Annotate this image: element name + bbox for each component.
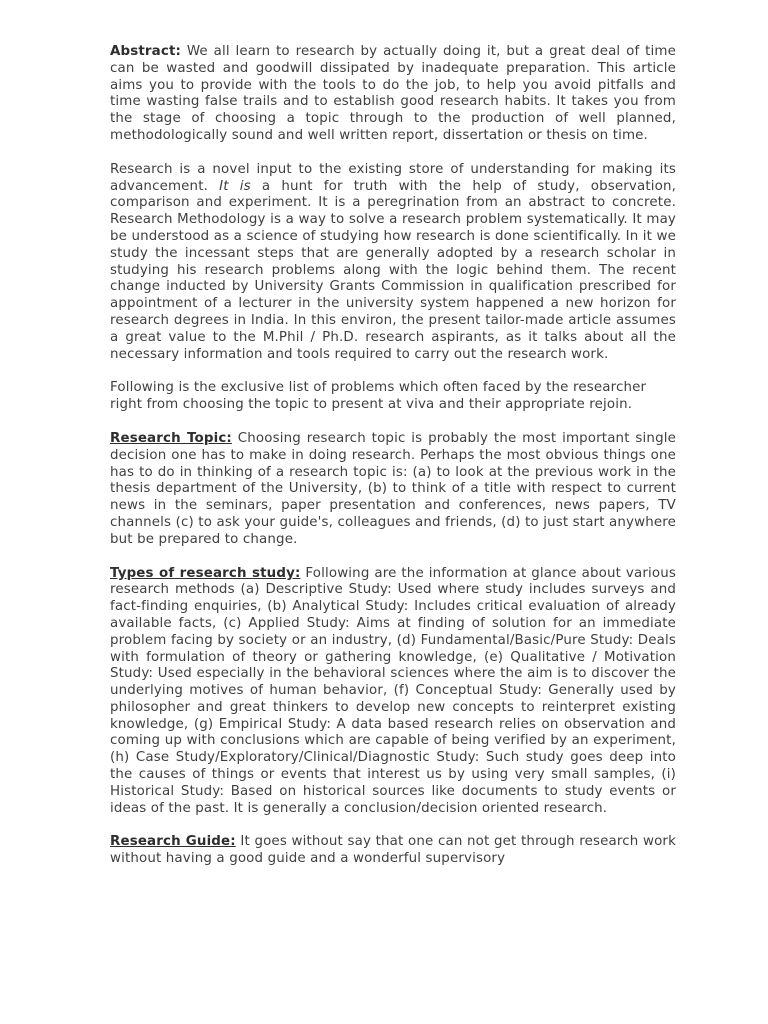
intro-text-before: Research is a novel input to the existing store of understanding for making its advancement. [110,161,676,194]
research-topic-paragraph [110,431,676,549]
types-text: Following are the information at glance about various research methods (a) Descriptive Study: Used where study includes surveys and fact-finding enquiries, (b) Analytical Study: Includes critical evaluation of already available facts, (c) Applied Study: Aims at finding of solution for an immediate problem facing by society or an industry, (d) Fundamental/Basic/Pure Study: Deals with formulation of theory or gathering knowledge, (e) Qualitative / Motivation Study: Used especially in the behavioral sciences where the aim is to discover the underlying motives of human behavior, (f) Conceptual Study: Generally used by philosopher and great thinkers to develop new concepts to reinterpret existing knowledge, (g) Empirical Study: A data based research relies on observation and coming up with conclusions which are capable of being verified by an experiment, (h) Case Study/Exploratory/Clinical/Diagnostic Study: Such study goes deep into the causes of things or events that interest us by using very small samples, (i) Historical Study: Based on historical sources like documents to study events or ideas of the past. It is generally a conclusion/decision oriented research. [110,565,676,816]
abstract-paragraph [110,44,676,145]
research-topic-heading: Research Topic: [110,430,232,446]
following-paragraph [110,380,676,414]
document-page [110,44,676,885]
intro-text-after: a hunt for truth with the help of study, observation, comparison and experiment. It is a peregrination from an abstract to concrete. Research Methodology is a way to solve a research problem systematically. It may be understood as a science of studying how research is done scientifically. In it we study the incessant steps that are generally adopted by a research scholar in studying his research problems along with the logic behind them. The recent change inducted by University Grants Commission in qualification prescribed for appointment of a lecturer in the university system happened a new horizon for research degrees in India. In this environ, the present tailor-made article assumes a great value to the M.Phil / Ph.D. research aspirants, as it talks about all the necessary information and tools required to carry out the research work. [110,178,676,362]
types-paragraph [110,566,676,818]
intro-emphasis: It is [219,178,251,194]
abstract-text: We all learn to research by actually doing it, but a great deal of time can be wasted and goodwill dissipated by inadequate preparation. This article aims you to provide with the tools to do the job, to help you avoid pitfalls and time wasting false trails and to establish good research habits. It takes you from the stage of choosing a topic through to the production of well planned, methodologically sound and well written report, dissertation or thesis on time. [110,44,676,143]
guide-text: It goes without say that one can not get through research work without having a good guide and a wonderful supervisory [110,834,676,867]
abstract-heading: Abstract: [110,44,182,59]
guide-heading: Research Guide: [110,834,236,850]
intro-paragraph [110,162,676,364]
research-topic-text: Choosing research topic is probably the most important single decision one has to make in doing research. Perhaps the most obvious things one has to do in thinking of a research topic is: (a) to look at the previous work in the thesis department of the University, (b) to think of a title with respect to current news in the seminars, paper presentation and conferences, news papers, TV channels (c) to ask your guide's, colleagues and friends, (d) to just start anywhere but be prepared to change. [110,430,676,547]
types-heading: Types of research study: [110,565,301,581]
following-text: Following is the exclusive list of problems which often faced by the researcher right from choosing the topic to present at viva and their appropriate rejoin. [110,380,647,413]
guide-paragraph [110,834,676,868]
